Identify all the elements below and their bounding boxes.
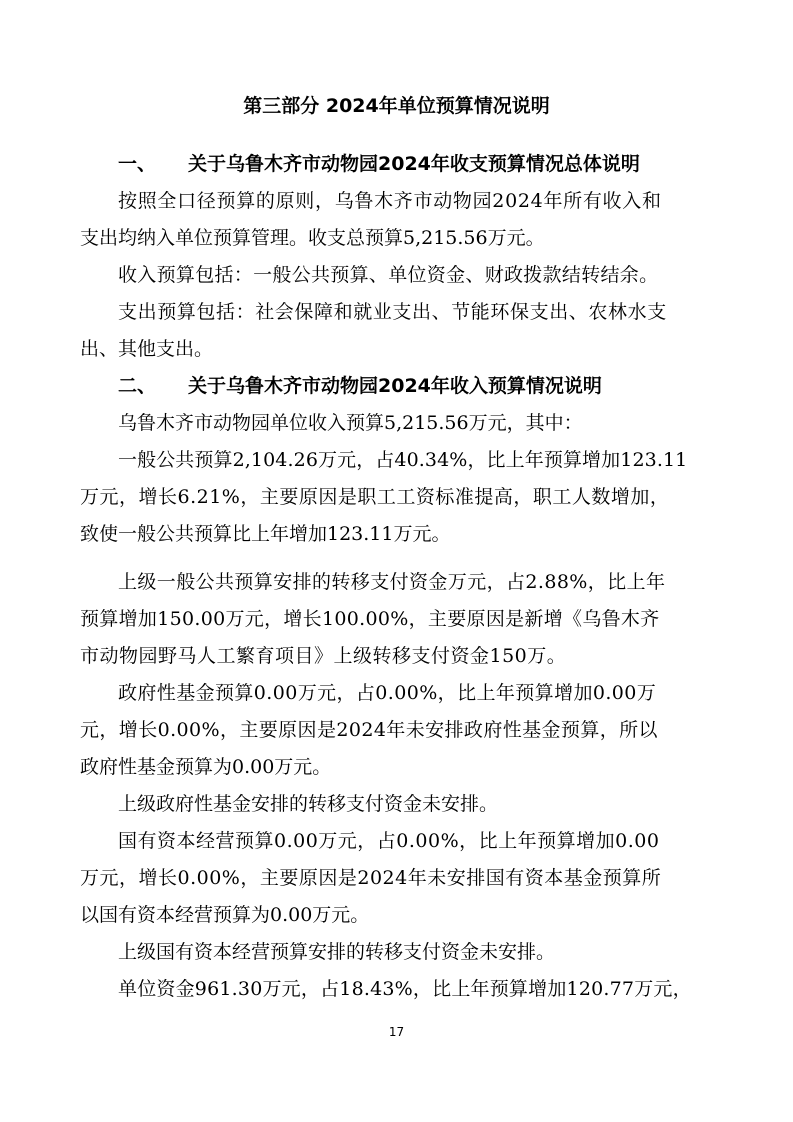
paragraph-line: 以国有资本经营预算为0.00万元。 <box>80 904 370 926</box>
paragraph-line: 上级国有资本经营预算安排的转移支付资金未安排。 <box>118 941 556 963</box>
section-number: 二、 <box>118 375 157 397</box>
page-title: 第三部分 2024年单位预算情况说明 <box>243 95 550 117</box>
section-heading-text: 关于乌鲁木齐市动物园2024年收入预算情况说明 <box>188 375 602 397</box>
section-heading-2 <box>118 372 718 400</box>
paragraph-line: 万元，增长6.21%，主要原因是职工工资标准提高，职工人数增加， <box>80 486 670 508</box>
section-number: 一、 <box>118 153 157 175</box>
paragraph-line: 万元，增长0.00%，主要原因是2024年未安排国有资本基金预算所 <box>80 867 662 889</box>
paragraph-line: 一般公共预算2,104.26万元，占40.34%，比上年预算增加123.11 <box>118 449 688 471</box>
paragraph-line: 支出均纳入单位预算管理。收支总预算5,215.56万元。 <box>80 227 545 249</box>
paragraph-line: 政府性基金预算0.00万元，占0.00%，比上年预算增加0.00万 <box>118 682 657 704</box>
paragraph-line: 单位资金961.30万元，占18.43%，比上年预算增加120.77万元， <box>118 978 692 1000</box>
page-number: 17 <box>388 1025 405 1039</box>
paragraph-line: 乌鲁木齐市动物园单位收入预算5,215.56万元，其中： <box>118 412 583 434</box>
paragraph-line: 支出预算包括：社会保障和就业支出、节能环保支出、农林水支 <box>118 301 667 323</box>
section-heading-text: 关于乌鲁木齐市动物园2024年收支预算情况总体说明 <box>188 153 640 175</box>
paragraph-line: 上级政府性基金安排的转移支付资金未安排。 <box>118 793 499 815</box>
paragraph-line: 国有资本经营预算0.00万元，占0.00%，比上年预算增加0.00 <box>118 830 660 852</box>
paragraph-line: 政府性基金预算为0.00万元。 <box>80 756 332 778</box>
paragraph-line: 上级一般公共预算安排的转移支付资金万元，占2.88%，比上年 <box>118 571 666 593</box>
section-heading-1 <box>118 150 718 178</box>
paragraph-line: 元，增长0.00%，主要原因是2024年未安排政府性基金预算，所以 <box>80 719 658 741</box>
paragraph-line: 预算增加150.00万元，增长100.00%，主要原因是新增《乌鲁木齐 <box>80 608 660 630</box>
paragraph-line: 出、其他支出。 <box>80 338 214 360</box>
paragraph-line: 按照全口径预算的原则，乌鲁木齐市动物园2024年所有收入和 <box>118 190 662 212</box>
paragraph-line: 致使一般公共预算比上年增加123.11万元。 <box>80 523 451 545</box>
paragraph-line: 市动物园野马人工繁育项目》上级转移支付资金150万。 <box>80 645 567 667</box>
paragraph-line: 收入预算包括：一般公共预算、单位资金、财政拨款结转结余。 <box>118 264 659 286</box>
